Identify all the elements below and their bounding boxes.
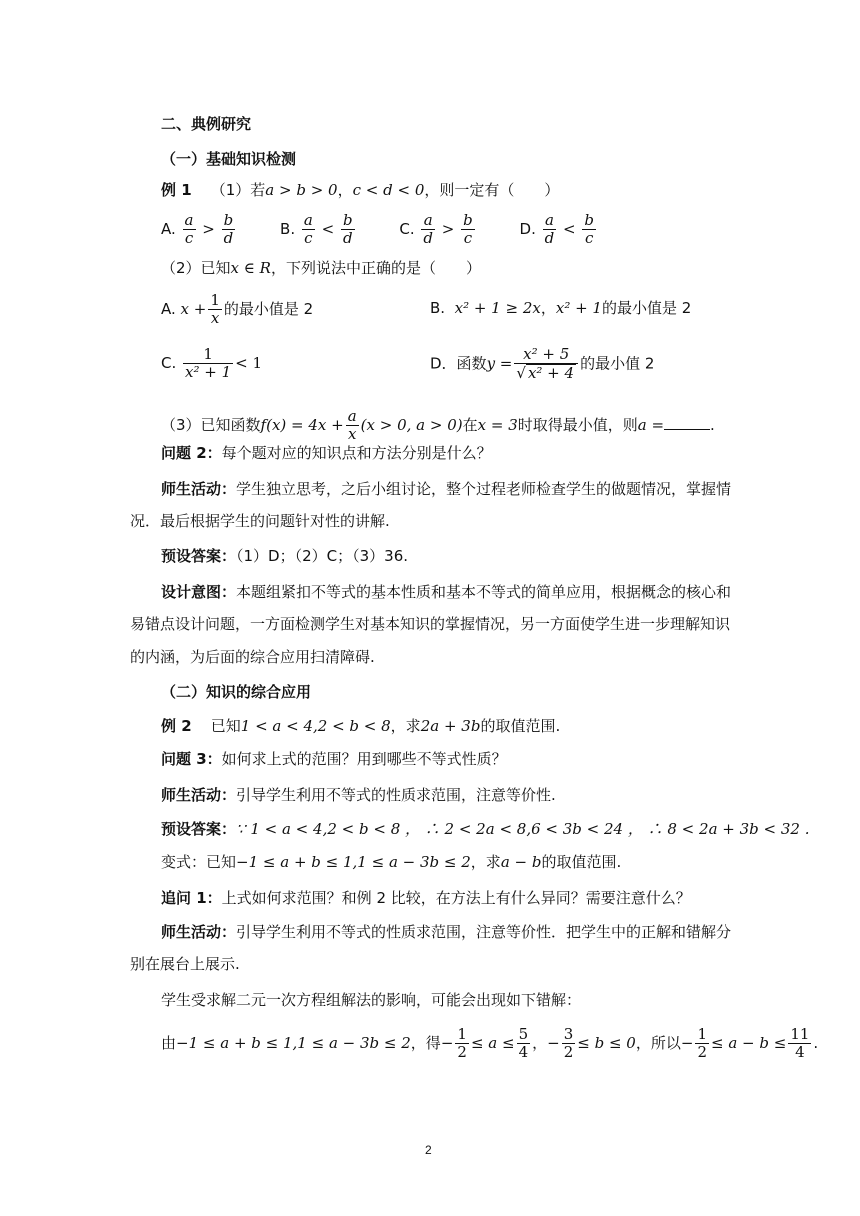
q1-cond1: a > b > 0 bbox=[265, 181, 338, 199]
wrong-cond: −1 ≤ a + b ≤ 1,1 ≤ a − 3b ≤ 2 bbox=[176, 1034, 411, 1052]
wrong-text: ，所以 bbox=[635, 1034, 681, 1052]
activity-label: 师生活动： bbox=[161, 923, 237, 941]
q1-option-d bbox=[520, 212, 598, 247]
option-label: D. bbox=[519, 220, 536, 238]
q3-cond: x = 3 bbox=[477, 416, 518, 434]
q3-stem-a: （3）已知函数 bbox=[161, 416, 261, 434]
variant-text: 变式：已知 bbox=[161, 853, 237, 871]
q2-option-d bbox=[430, 346, 654, 382]
question-text: 如何求上式的范围？用到哪些不等式性质？ bbox=[221, 750, 507, 768]
ex2-expr: 2a + 3b bbox=[420, 717, 481, 735]
activity3-line1 bbox=[161, 922, 731, 942]
q1-cond2: c < d < 0 bbox=[352, 181, 425, 199]
q2-option-b bbox=[430, 298, 691, 318]
fraction: $\frac{a}{x}$ bbox=[347, 407, 357, 443]
subsection-heading-basic: （一）基础知识检测 bbox=[161, 150, 297, 168]
option-text: 的最小值是 2 bbox=[601, 299, 692, 317]
fraction: $\frac{a}{c}$ bbox=[184, 211, 194, 247]
followup-text: 上式如何求范围？和例 2 比较，在方法上有什么异同？需要注意什么？ bbox=[221, 889, 691, 907]
wrong-text: 由 bbox=[161, 1034, 177, 1052]
answer2 bbox=[161, 819, 810, 839]
q1-sep: ， bbox=[337, 181, 353, 199]
fraction: $\frac{b}{c}$ bbox=[584, 211, 594, 247]
fraction: $\frac{1}{2}$ bbox=[697, 1025, 707, 1061]
q1-stem-a: （1）若 bbox=[210, 181, 266, 199]
activity1-line1 bbox=[161, 479, 731, 499]
activity-label: 师生活动： bbox=[161, 786, 237, 804]
function-domain: (x > 0, a > 0) bbox=[360, 416, 463, 434]
page-number: 2 bbox=[425, 1143, 432, 1157]
option-label: B. bbox=[430, 299, 446, 317]
q1-stem-b: ，则一定有（ ） bbox=[424, 181, 560, 199]
wrong-solution: 由−1 ≤ a + b ≤ 1,1 ≤ a − 3b ≤ 2，得− $\frac{1}{2}$ ≤ a ≤ $\frac{5}{4}$ ，− $\frac{3}{2}$ ≤ b ≤ 0，所以− $\frac{1}{2}$ ≤ a − b ≤ $\frac{11}{4}$ . bbox=[161, 1025, 819, 1061]
q2-option-a bbox=[161, 292, 313, 327]
wrong-solution-intro: 学生受求解二元一次方程组解法的影响，可能会出现如下错解： bbox=[161, 991, 582, 1009]
design-line1 bbox=[161, 582, 731, 602]
expr: < 1 bbox=[235, 354, 263, 372]
variant bbox=[161, 852, 621, 872]
answer-blank bbox=[664, 415, 710, 430]
variant-text: ，求 bbox=[470, 853, 501, 871]
example2-label: 例 2 bbox=[161, 717, 192, 735]
question2 bbox=[161, 443, 492, 463]
subsection-heading-integrated: （二）知识的综合应用 bbox=[161, 683, 312, 701]
question-label: 问题 3： bbox=[161, 750, 222, 768]
fraction: $\frac{b}{c}$ bbox=[463, 211, 473, 247]
variant-cond: −1 ≤ a + b ≤ 1,1 ≤ a − 3b ≤ 2 bbox=[236, 853, 471, 871]
option-label: C. bbox=[399, 220, 415, 238]
example1-label: 例 1 bbox=[161, 181, 192, 199]
q3-stem-b: 在 bbox=[462, 416, 478, 434]
fraction: $\frac{1}{\text{x² + 1}}$ bbox=[185, 345, 232, 381]
fraction: $\frac{3}{2}$ bbox=[563, 1025, 574, 1061]
fraction: $\frac{a}{d}$ bbox=[423, 211, 433, 247]
fraction: $\frac{a}{c}$ bbox=[303, 211, 313, 247]
answer-math: ∵ 1 < a < 4,2 < b < 8 ， ∴ 2 < 2a < 8,6 < 3b < 24 ， ∴ 8 < 2a + 3b < 32 . bbox=[236, 820, 810, 838]
option-label: A. bbox=[161, 300, 176, 318]
q2-option-c bbox=[161, 346, 262, 381]
option-label: C. bbox=[161, 354, 177, 372]
wrong-text: ，得 bbox=[410, 1034, 441, 1052]
operator: > bbox=[441, 220, 455, 238]
option-label: D．函数 bbox=[430, 354, 487, 373]
question-label: 问题 2： bbox=[161, 444, 222, 462]
fraction: $\frac{a}{d}$ bbox=[544, 211, 555, 247]
activity2 bbox=[161, 785, 556, 805]
expr: x + bbox=[180, 300, 207, 318]
ex2-cond: 1 < a < 4,2 < b < 8 bbox=[240, 717, 391, 735]
q2-stem-a: （2）已知 bbox=[161, 259, 231, 277]
design-text: 本题组紧扣不等式的基本性质和基本不等式的简单应用，根据概念的核心和 bbox=[236, 583, 732, 601]
design-label: 设计意图： bbox=[161, 583, 237, 601]
expr: y = bbox=[486, 354, 513, 373]
sep: ， bbox=[540, 299, 556, 317]
activity-label: 师生活动： bbox=[161, 480, 237, 498]
fraction: $\frac{\text{x² + 5}}{\text{√ x² + 4}}$ bbox=[514, 346, 578, 382]
answer-text: （1）D；（2）C；（3）36. bbox=[236, 547, 409, 565]
q1-option-a bbox=[161, 212, 237, 247]
variant-text: 的取值范围. bbox=[541, 853, 622, 871]
q3-stem-c: 时取得最小值，则 bbox=[517, 416, 638, 434]
option-text: 的最小值是 2 bbox=[223, 300, 314, 318]
example1-q1-stem bbox=[161, 180, 559, 200]
operator: > bbox=[202, 220, 215, 238]
q2-cond: x ∈ R bbox=[230, 259, 271, 277]
variant-expr: a − b bbox=[500, 853, 542, 871]
example1-q3 bbox=[161, 408, 715, 443]
fraction: $\frac{11}{4}$ bbox=[790, 1025, 810, 1061]
operator: < bbox=[563, 220, 576, 238]
question3 bbox=[161, 749, 507, 769]
fraction: $\frac{b}{d}$ bbox=[223, 211, 234, 247]
q1-option-b bbox=[280, 212, 357, 247]
option-text: 的最小值 2 bbox=[580, 354, 655, 373]
q3-var: a = bbox=[637, 416, 665, 434]
activity-text: 学生独立思考，之后小组讨论，整个过程老师检查学生的做题情况，掌握情 bbox=[236, 480, 732, 498]
example1-q1-options bbox=[161, 212, 636, 247]
design-line3: 的内涵，为后面的综合应用扫清障碍. bbox=[130, 648, 375, 666]
operator: < bbox=[321, 220, 335, 238]
activity-text: 引导学生利用不等式的性质求范围，注意等价性. bbox=[236, 786, 556, 804]
option-label: A. bbox=[161, 220, 176, 238]
followup1 bbox=[161, 888, 691, 908]
ex2-text: 的取值范围. bbox=[480, 717, 561, 735]
design-line2: 易错点设计问题，一方面检测学生对基本知识的掌握情况，另一方面使学生进一步理解知识 bbox=[130, 615, 731, 633]
followup-label: 追问 1： bbox=[161, 889, 222, 907]
section-heading: 二、典例研究 bbox=[161, 115, 252, 133]
answer1 bbox=[161, 546, 408, 566]
example2 bbox=[161, 716, 560, 736]
function-expr: f(x) = 4x + bbox=[260, 416, 344, 434]
fraction: $\frac{1}{2}$ bbox=[457, 1025, 467, 1061]
fraction: $\frac{5}{4}$ bbox=[518, 1025, 529, 1061]
answer-label: 预设答案： bbox=[161, 820, 237, 838]
activity1-line2: 况．最后根据学生的问题针对性的讲解. bbox=[130, 512, 390, 530]
expr: x² + 1 bbox=[555, 299, 602, 317]
fraction: $\frac{b}{d}$ bbox=[342, 211, 353, 247]
question-text: 每个题对应的知识点和方法分别是什么？ bbox=[221, 444, 492, 462]
q2-stem-b: ，下列说法中正确的是（ ） bbox=[270, 259, 481, 277]
ex2-text: 已知 bbox=[210, 717, 241, 735]
activity-text: 引导学生利用不等式的性质求范围，注意等价性．把学生中的正解和错解分 bbox=[236, 923, 732, 941]
ex2-text: ，求 bbox=[390, 717, 421, 735]
q3-end: . bbox=[710, 416, 715, 434]
example1-q2-stem bbox=[161, 258, 481, 278]
expr: x² + 1 ≥ 2x bbox=[454, 299, 541, 317]
option-label: B. bbox=[280, 220, 296, 238]
fraction: $\frac{1}{x}$ bbox=[210, 291, 220, 327]
answer-label: 预设答案： bbox=[161, 547, 237, 565]
q1-option-c bbox=[399, 212, 476, 247]
activity3-line2: 别在展台上展示. bbox=[130, 955, 240, 973]
